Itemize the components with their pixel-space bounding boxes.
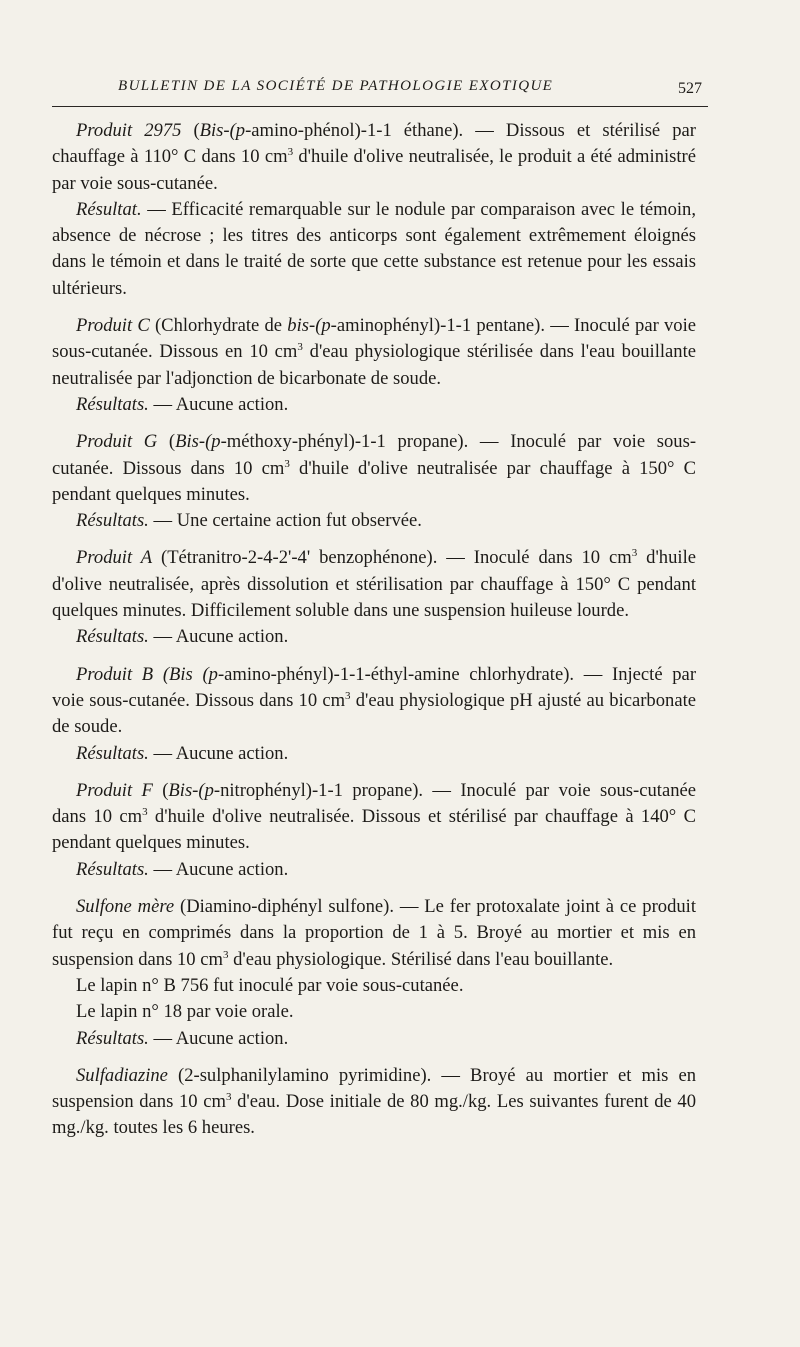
paragraph bbox=[52, 1026, 696, 1052]
italic-text: Bis-(p- bbox=[199, 120, 252, 141]
text-run: d'huile d'olive neutralisée, le produit a été administré par voie sous-cutanée. bbox=[52, 146, 696, 194]
text-run: — Aucune action. bbox=[148, 742, 289, 764]
text-run: nitrophényl)-1-1 propane). — Inoculé par voie sous-cutanée dans 10 cm bbox=[52, 779, 697, 828]
body-text bbox=[52, 118, 696, 1142]
paragraph bbox=[52, 999, 696, 1025]
text-run: — Efficacité remarquable sur le nodule par comparaison avec le témoin, absence de nécrose ; les titres des anticorps sont également extrêmement éloignés dans le témoin et dans le traité de sorte que cette substance est retenue pour les essais ultérieurs. bbox=[52, 198, 696, 299]
text-run: (Tétranitro-2-4-2'-4' benzophénone). — Inoculé dans 10 cm bbox=[152, 547, 632, 569]
text-run: aminophényl)-1-1 pentane). — Inoculé par voie sous-cutanée. Dissous en 10 cm bbox=[52, 315, 696, 363]
text-run: — Une certaine action fut observée. bbox=[148, 510, 422, 532]
text-run: d'huile d'olive neutralisée par chauffage à 150° C pendant quelques minutes. bbox=[52, 457, 696, 505]
italic-text: Bis-(p- bbox=[175, 431, 227, 453]
paragraph bbox=[52, 429, 696, 508]
paragraph bbox=[52, 392, 696, 418]
paragraph bbox=[52, 662, 696, 741]
text-run: d'eau. Dose initiale de 80 mg./kg. Les suivantes furent de 40 mg./kg. toutes les 6 heures. bbox=[52, 1091, 696, 1139]
italic-text: Résultats. bbox=[76, 393, 149, 415]
paragraph bbox=[52, 1063, 696, 1142]
text-run: — Aucune action. bbox=[148, 393, 289, 415]
superscript: 3 bbox=[225, 1091, 232, 1104]
superscript: 3 bbox=[631, 547, 638, 560]
paragraph bbox=[52, 313, 696, 392]
italic-text: Résultats. bbox=[76, 858, 149, 880]
italic-text: Résultats. bbox=[76, 510, 149, 532]
text-run: d'eau physiologique pH ajusté au bicarbonate de soude. bbox=[52, 689, 696, 738]
paragraph bbox=[52, 197, 696, 302]
italic-text: Résultats. bbox=[76, 626, 149, 648]
text-run: amino-phényl)-1-1-éthyl-amine chlorhydrate). — Injecté par voie sous-cutanée. Dissous dans 10 cm bbox=[52, 663, 697, 711]
text-run: (Diamino-diphényl sulfone). — Le fer protoxalate joint à ce produit fut reçu en comprimés dans la proportion de 1 à 5. Broyé au mortier et mis en suspension dans 10 cm bbox=[52, 896, 696, 970]
paragraph bbox=[52, 973, 696, 999]
text-run: ( bbox=[152, 779, 169, 801]
paragraph bbox=[52, 778, 696, 857]
text-run: Le lapin n° 18 par voie orale. bbox=[76, 1001, 294, 1023]
superscript: 3 bbox=[297, 341, 303, 354]
italic-text: Produit C bbox=[76, 315, 150, 337]
header-rule bbox=[52, 106, 708, 107]
italic-text: Résultats. bbox=[76, 1027, 149, 1049]
text-run: d'eau physiologique. Stérilisé dans l'eau bouillante. bbox=[228, 948, 614, 970]
text-run: Le lapin n° B 756 fut inoculé par voie sous-cutanée. bbox=[76, 974, 464, 996]
text-run: méthoxy-phényl)-1-1 propane). — Inoculé par voie sous-cutanée. Dissous dans 10 cm bbox=[52, 431, 697, 479]
italic-text: Produit A bbox=[76, 547, 153, 569]
text-run: (Chlorhydrate de bbox=[149, 315, 288, 337]
superscript: 3 bbox=[142, 806, 148, 819]
paragraph bbox=[52, 857, 696, 883]
paragraph bbox=[52, 508, 696, 534]
paragraph bbox=[52, 894, 696, 973]
text-run: d'huile d'olive neutralisée, après dissolution et stérilisation par chauffage à 150° C pendant quelques minutes. Difficilement soluble dans une suspension huileuse lourde. bbox=[52, 547, 696, 622]
superscript: 3 bbox=[345, 689, 351, 702]
paragraph bbox=[52, 118, 696, 197]
italic-text: Bis-(p- bbox=[168, 779, 221, 801]
italic-text: Résultat. bbox=[76, 198, 142, 220]
text-run: — Aucune action. bbox=[148, 1027, 289, 1049]
text-run: — Aucune action. bbox=[148, 626, 289, 648]
text-run: (2-sulphanilylamino pyrimidine). — Broyé au mortier et mis en suspension dans 10 cm bbox=[52, 1064, 696, 1113]
italic-text: Produit G bbox=[76, 431, 158, 453]
superscript: 3 bbox=[284, 457, 290, 470]
paragraph bbox=[52, 741, 696, 767]
italic-text: Produit B (Bis (p- bbox=[76, 663, 225, 685]
paragraph bbox=[52, 545, 696, 624]
text-run: d'eau physiologique stérilisée dans l'eau bouillante neutralisée par l'adjonction de bicarbonate de soude. bbox=[52, 341, 697, 389]
text-run: amino-phénol)-1-1 éthane). — Dissous et stérilisé par chauffage à 110° C dans 10 cm bbox=[52, 120, 696, 168]
italic-text: Résultats. bbox=[76, 742, 149, 764]
italic-text: bis-(p- bbox=[287, 315, 337, 337]
text-run: d'huile d'olive neutralisée. Dissous et stérilisé par chauffage à 140° C pendant quelques minutes. bbox=[52, 806, 696, 854]
italic-text: Sulfadiazine bbox=[76, 1064, 168, 1086]
superscript: 3 bbox=[222, 948, 229, 961]
paragraph bbox=[52, 624, 696, 650]
text-run: — Aucune action. bbox=[148, 858, 289, 880]
italic-text: Produit 2975 bbox=[76, 120, 182, 141]
page-header bbox=[52, 76, 708, 104]
superscript: 3 bbox=[287, 146, 294, 159]
italic-text: Produit F bbox=[76, 779, 153, 801]
running-head: BULLETIN DE LA SOCIÉTÉ DE PATHOLOGIE EXOTIQUE bbox=[118, 78, 554, 94]
text-run: ( bbox=[157, 431, 176, 453]
text-run: ( bbox=[181, 120, 200, 141]
page-number: 527 bbox=[678, 80, 702, 97]
italic-text: Sulfone mère bbox=[76, 896, 175, 918]
